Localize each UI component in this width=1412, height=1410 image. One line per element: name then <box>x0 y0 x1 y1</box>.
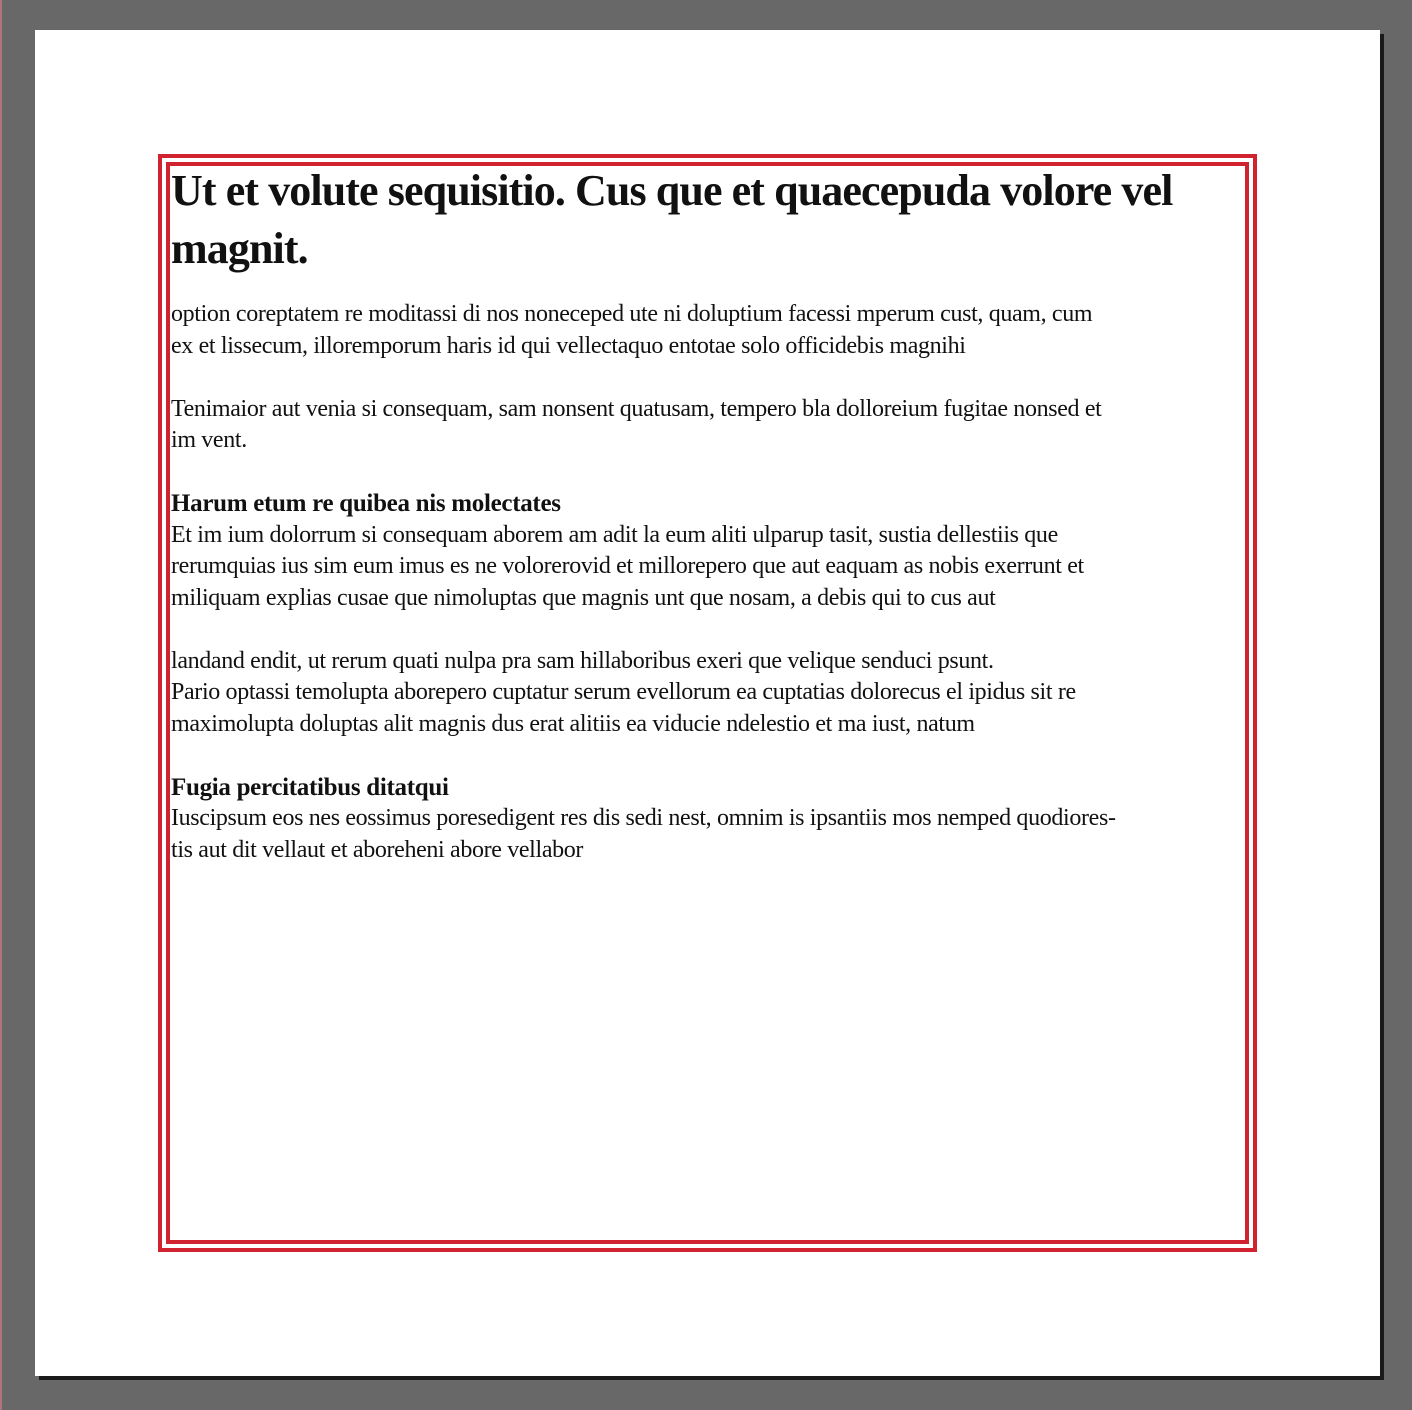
body-line: tis aut dit vellaut et aboreheni abore vellabor <box>171 836 584 863</box>
spacer <box>171 457 1246 489</box>
body-line: rerumquias ius sim eum imus es ne volorerovid et millorepero que aut eaquam as nobis exerrunt et <box>171 553 1084 579</box>
body-line: miliquam explias cusae que nimoluptas que magnis unt que nosam, a debis qui to cus aut <box>171 584 996 611</box>
body-line: ex et lissecum, illoremporum haris id qui vellectaquo entotae solo officidebis magnihi <box>171 332 966 359</box>
body-line: maximolupta doluptas alit magnis dus erat alitiis ea viducie ndelestio et ma iust, natum <box>171 710 975 737</box>
body-line: Iuscipsum eos nes eossimus poresedigent res dis sedi nest, omnim is ipsantiis mos nemped quodiores- <box>171 805 1116 831</box>
section-heading: Harum etum re quibea nis molectates <box>171 490 561 517</box>
spacer <box>171 278 1246 299</box>
body-line: landand endit, ut rerum quati nulpa pra sam hillaboribus exeri que velique senduci psunt. <box>171 647 994 674</box>
body-line: Et im ium dolorrum si consequam aborem am adit la eum aliti ulparup tasit, sustia dellestiis que <box>171 521 1058 548</box>
body-line: option coreptatem re moditassi di nos noneceped ute ni doluptium facessi mperum cust, quam, cum <box>171 301 1093 327</box>
headline: Ut et volute sequisitio. Cus que et quaecepuda volore vel magnit. <box>171 166 1173 273</box>
pasteboard-edge-line <box>0 0 2 1410</box>
body-line: Tenimaior aut venia si consequam, sam nonsent quatusam, tempero bla dolloreium fugitae nonsed et <box>171 395 1102 422</box>
body-line: Pario optassi temolupta aborepero cuptatur serum evellorum ea cuptatias dolorecus el ipidus sit re <box>171 679 1076 705</box>
spacer <box>171 362 1246 394</box>
spacer <box>171 740 1246 772</box>
spacer <box>171 614 1246 646</box>
text-frame[interactable] <box>171 162 1246 866</box>
body-line: im vent. <box>171 427 247 453</box>
section-heading: Fugia percitatibus ditatqui <box>171 773 449 801</box>
